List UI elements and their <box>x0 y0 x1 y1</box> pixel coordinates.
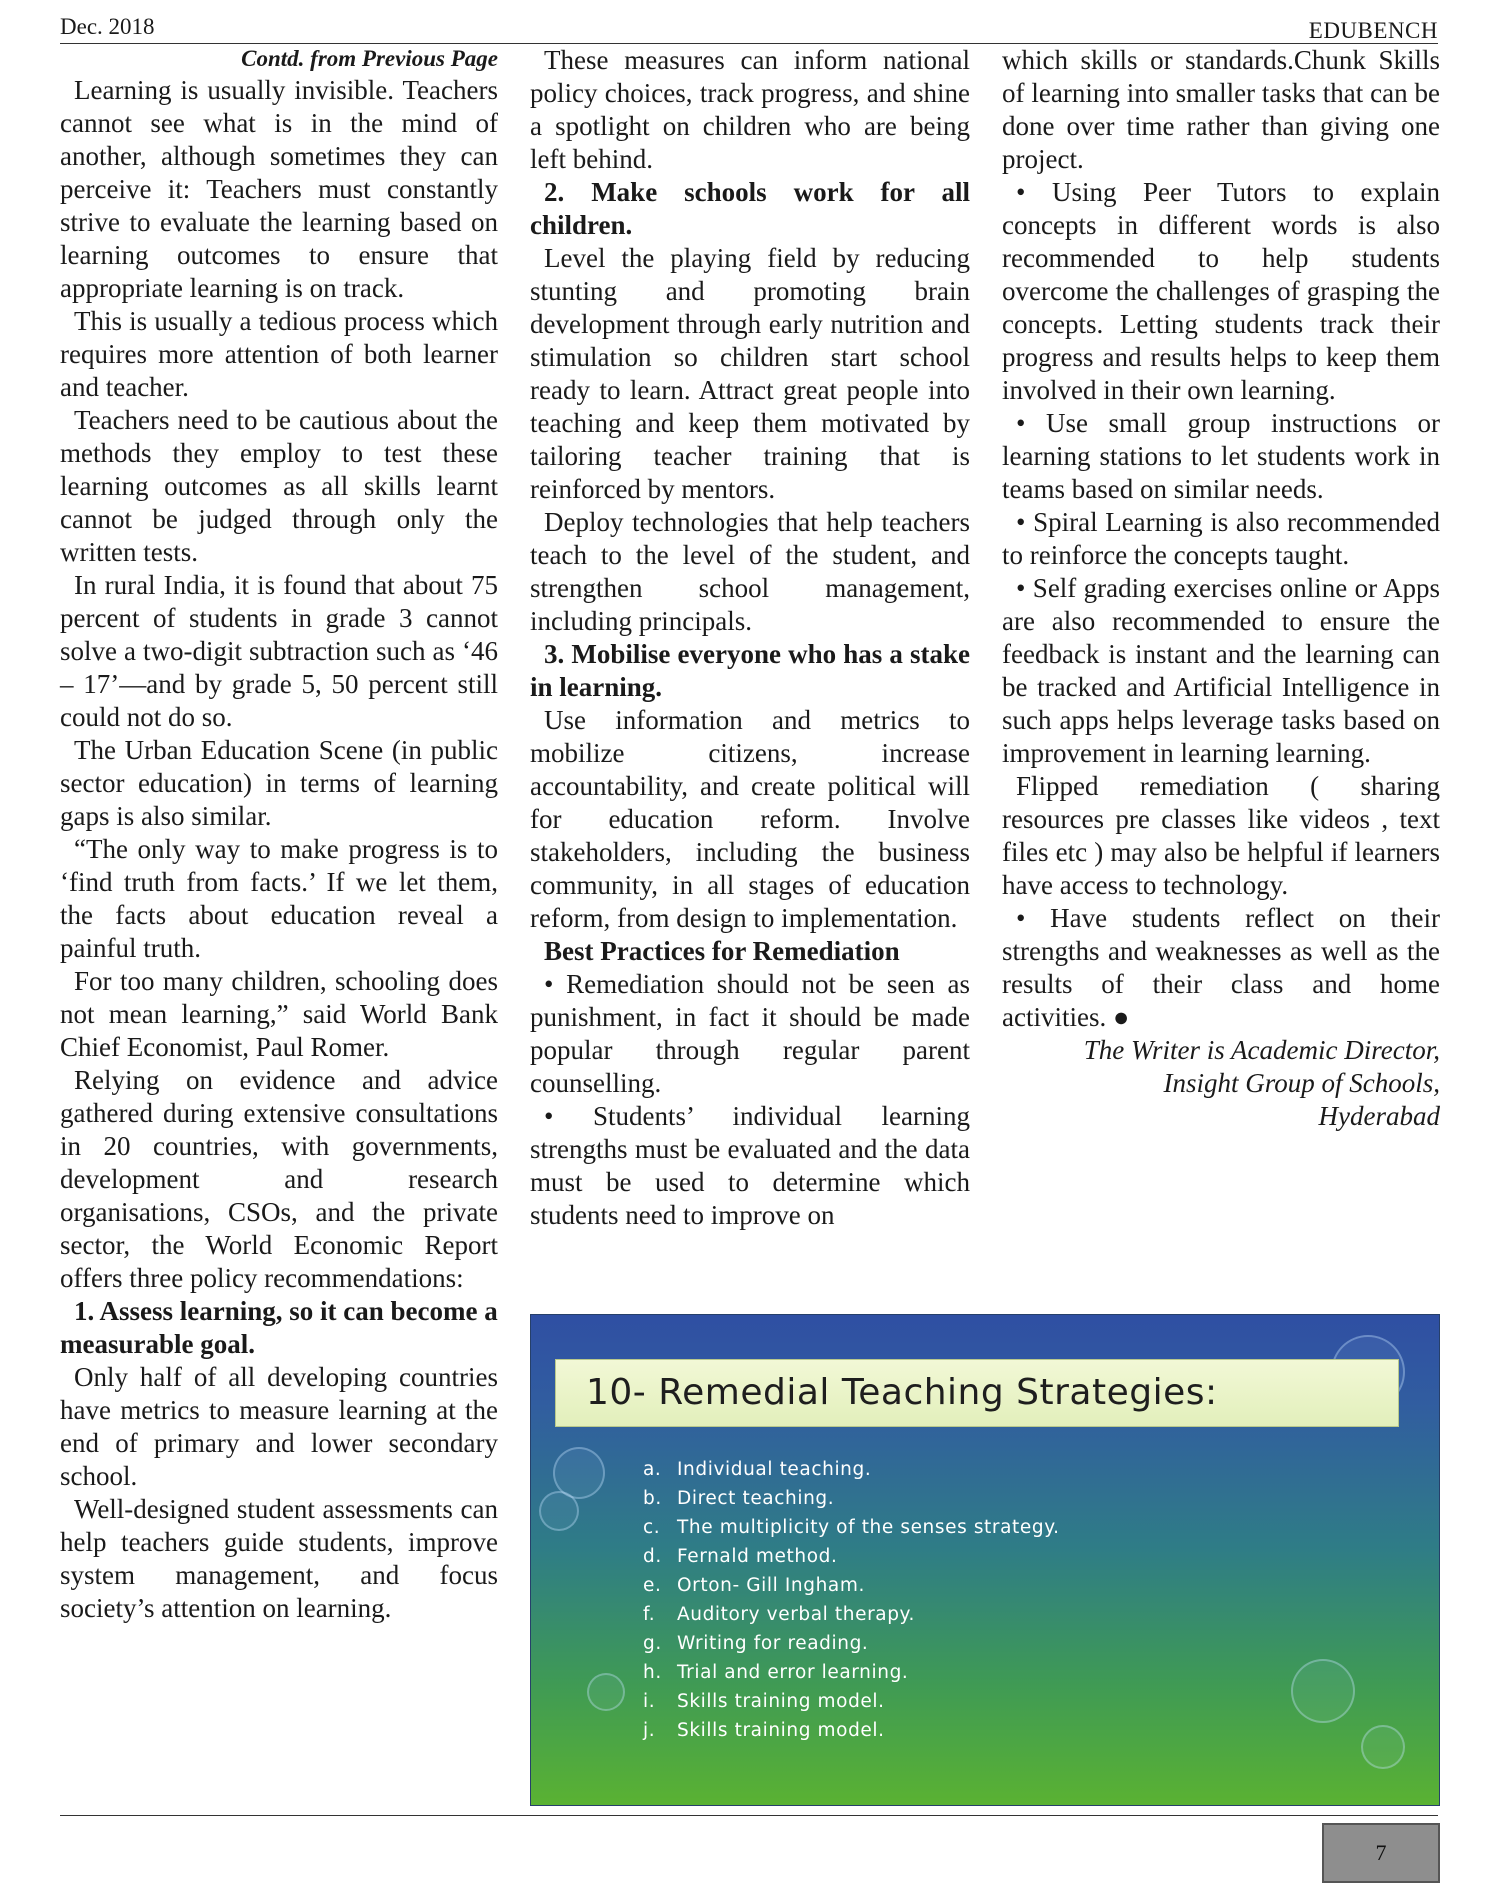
writer-credit-line: Hyderabad <box>1318 1101 1440 1131</box>
writer-credit-line: The Writer is Academic Director, <box>1083 1035 1440 1065</box>
list-item: a. Individual teaching. <box>643 1459 872 1480</box>
paragraph: Learning is usually invisible. Teachers cannot see what is in the mind of another, although sometimes they can perceive it: Teachers must constantly strive to evaluate the learning based on learning outcomes to ensure that appropriate learning is on track. <box>60 75 498 303</box>
paragraph: Flipped remediation ( sharing resources pre classes like videos , text files etc ) may also be helpful if learners have access to technology. <box>1002 771 1440 900</box>
paragraph: Deploy technologies that help teachers teach to the level of the student, and strengthen school management, including principals. <box>530 507 970 636</box>
paragraph: Use information and metrics to mobilize citizens, increase accountability, and create political will for education reform. Involve stakeholders, including the business community, in all stages of education reform, from design to implementation. <box>530 705 970 933</box>
list-item: e. Orton- Gill Ingham. <box>643 1575 865 1596</box>
writer-credit-line: Insight Group of Schools, <box>1163 1068 1440 1098</box>
list-item: g. Writing for reading. <box>643 1633 869 1654</box>
bullet-item: • Self grading exercises online or Apps are also recommended to ensure the feedback is instant and the learning can be tracked and Artificial Intelligence in such apps helps leverage tasks based on improvement in learning learning. <box>1002 573 1440 768</box>
page-number: 7 <box>1322 1823 1440 1883</box>
paragraph: Level the playing field by reducing stunting and promoting brain development through early nutrition and stimulation so children start school ready to learn. Attract great people into teaching and keep them motivated by tailoring teacher training that is reinforced by mentors. <box>530 243 970 504</box>
policy-heading-1: 1. Assess learning, so it can become a measurable goal. <box>60 1296 498 1359</box>
slide-title: 10- Remedial Teaching Strategies: <box>586 1372 1218 1413</box>
paragraph: Teachers need to be cautious about the methods they employ to test these learning outcomes as all skills learnt cannot be judged through only the written tests. <box>60 405 498 567</box>
bullet-item: • Have students reflect on their strengths and weaknesses as well as the results of their class and home activities. ● <box>1002 903 1440 1032</box>
decorative-bubble <box>539 1491 579 1531</box>
remedial-strategies-slide <box>530 1314 1440 1806</box>
paragraph: These measures can inform national policy choices, track progress, and shine a spotlight on children who are being left behind. <box>530 45 970 174</box>
footer-rule <box>60 1815 1438 1816</box>
article-column-1 <box>60 44 498 1625</box>
paragraph: This is usually a tedious process which requires more attention of both learner and teacher. <box>60 306 498 402</box>
decorative-bubble <box>1291 1659 1355 1723</box>
paragraph: The Urban Education Scene (in public sector education) in terms of learning gaps is also similar. <box>60 735 498 831</box>
continued-note: Contd. from Previous Page <box>241 46 498 71</box>
list-item: i. Skills training model. <box>643 1691 885 1712</box>
slide-title-bar <box>555 1359 1399 1427</box>
bullet-item: • Remediation should not be seen as punishment, in fact it should be made popular through regular parent counselling. <box>530 969 970 1098</box>
list-item: c. The multiplicity of the senses strategy. <box>643 1517 1060 1538</box>
list-item: j. Skills training model. <box>643 1720 885 1741</box>
decorative-bubble <box>587 1673 625 1711</box>
decorative-bubble <box>1361 1725 1405 1769</box>
list-item: h. Trial and error learning. <box>643 1662 909 1683</box>
paragraph: For too many children, schooling does not mean learning,” said World Bank Chief Economist, Paul Romer. <box>60 966 498 1062</box>
article-column-3 <box>1002 44 1440 1133</box>
article-column-2 <box>530 44 970 1232</box>
list-item: b. Direct teaching. <box>643 1488 835 1509</box>
strategies-list <box>643 1455 1060 1745</box>
policy-heading-2: 2. Make schools work for all children. <box>530 177 970 240</box>
list-item: d. Fernald method. <box>643 1546 838 1567</box>
bullet-item: • Students’ individual learning strengths must be evaluated and the data must be used to determine which students need to improve on <box>530 1101 970 1230</box>
policy-heading-3: 3. Mobilise everyone who has a stake in learning. <box>530 639 970 702</box>
paragraph: Well-designed student assessments can help teachers guide students, improve system management, and focus society’s attention on learning. <box>60 1494 498 1623</box>
paragraph: In rural India, it is found that about 75 percent of students in grade 3 cannot solve a two-digit subtraction such as ‘46 – 17’—and by grade 5, 50 percent still could not do so. <box>60 570 498 732</box>
issue-date: Dec. 2018 <box>60 14 155 39</box>
bullet-item: • Use small group instructions or learning stations to let students work in teams based on similar needs. <box>1002 408 1440 504</box>
bullet-item: • Spiral Learning is also recommended to reinforce the concepts taught. <box>1002 507 1440 570</box>
paragraph: Relying on evidence and advice gathered during extensive consultations in 20 countries, with governments, development and research organisations, CSOs, and the private sector, the World Economic Report offers three policy recommendations: <box>60 1065 498 1293</box>
bullet-item: • Using Peer Tutors to explain concepts in different words is also recommended to help students overcome the challenges of grasping the concepts. Letting students track their progress and results helps to keep them involved in their own learning. <box>1002 177 1440 405</box>
paragraph: “The only way to make progress is to ‘find truth from facts.’ If we let them, the facts about education reveal a painful truth. <box>60 834 498 963</box>
best-practices-heading: Best Practices for Remediation <box>544 936 900 966</box>
paragraph: Only half of all developing countries have metrics to measure learning at the end of primary and lower secondary school. <box>60 1362 498 1491</box>
list-item: f. Auditory verbal therapy. <box>643 1604 915 1625</box>
paragraph: which skills or standards.Chunk Skills of learning into smaller tasks that can be done over time rather than giving one project. <box>1002 45 1440 174</box>
publication-name: EDUBENCH <box>1308 18 1438 43</box>
